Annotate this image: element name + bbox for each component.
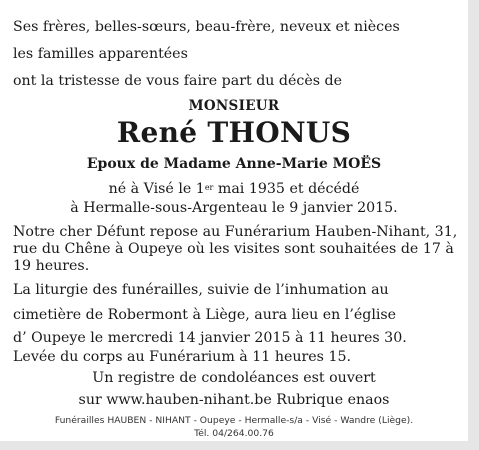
spouse-line: Epoux de Madame Anne-Marie MOËS xyxy=(86,156,382,172)
birth-line xyxy=(0,181,468,198)
footer-line-2: Tél. 04/264.00.76 xyxy=(194,428,274,439)
liturgy-line-3: d’ Oupeye le mercredi 14 janvier 2015 à 11 heures 30. xyxy=(13,330,407,346)
death-line: à Hermalle-sous-Argenteau le 9 janvier 2015. xyxy=(70,200,398,216)
birth-prefix: né à Visé le 1 xyxy=(108,181,205,197)
birth-suffix: mai 1935 et décédé xyxy=(213,181,360,197)
liturgy-line-1: La liturgie des funérailles, suivie de l’inhumation au xyxy=(13,282,389,298)
intro-line-1: Ses frères, belles-sœurs, beau-frère, neveux et nièces xyxy=(13,19,400,35)
deceased-name: René THONUS xyxy=(116,116,352,149)
footer-line-1: Funérailles HAUBEN - NIHANT - Oupeye - Hermalle-s/a - Visé - Wandre (Liège). xyxy=(54,415,414,426)
intro-line-2: les familles apparentées xyxy=(13,46,188,62)
honorific-title: MONSIEUR xyxy=(188,98,280,114)
levee-line: Levée du corps au Funérarium à 11 heures 15. xyxy=(13,349,352,365)
rest-line-2: rue du Chêne à Oupeye où les visites sont souhaitées de 17 à xyxy=(13,241,454,257)
birth-superscript: er xyxy=(204,183,214,192)
intro-line-3: ont la tristesse de vous faire part du décès de xyxy=(13,73,343,89)
liturgy-line-2: cimetière de Robermont à Liège, aura lieu en l’église xyxy=(13,307,397,323)
register-line-2: sur www.hauben-nihant.be Rubrique enaos xyxy=(78,392,390,408)
register-line-1: Un registre de condoléances est ouvert xyxy=(92,370,376,386)
rest-line-3: 19 heures. xyxy=(13,258,90,274)
rest-line-1: Notre cher Défunt repose au Funérarium Hauben-Nihant, 31, xyxy=(13,224,458,240)
